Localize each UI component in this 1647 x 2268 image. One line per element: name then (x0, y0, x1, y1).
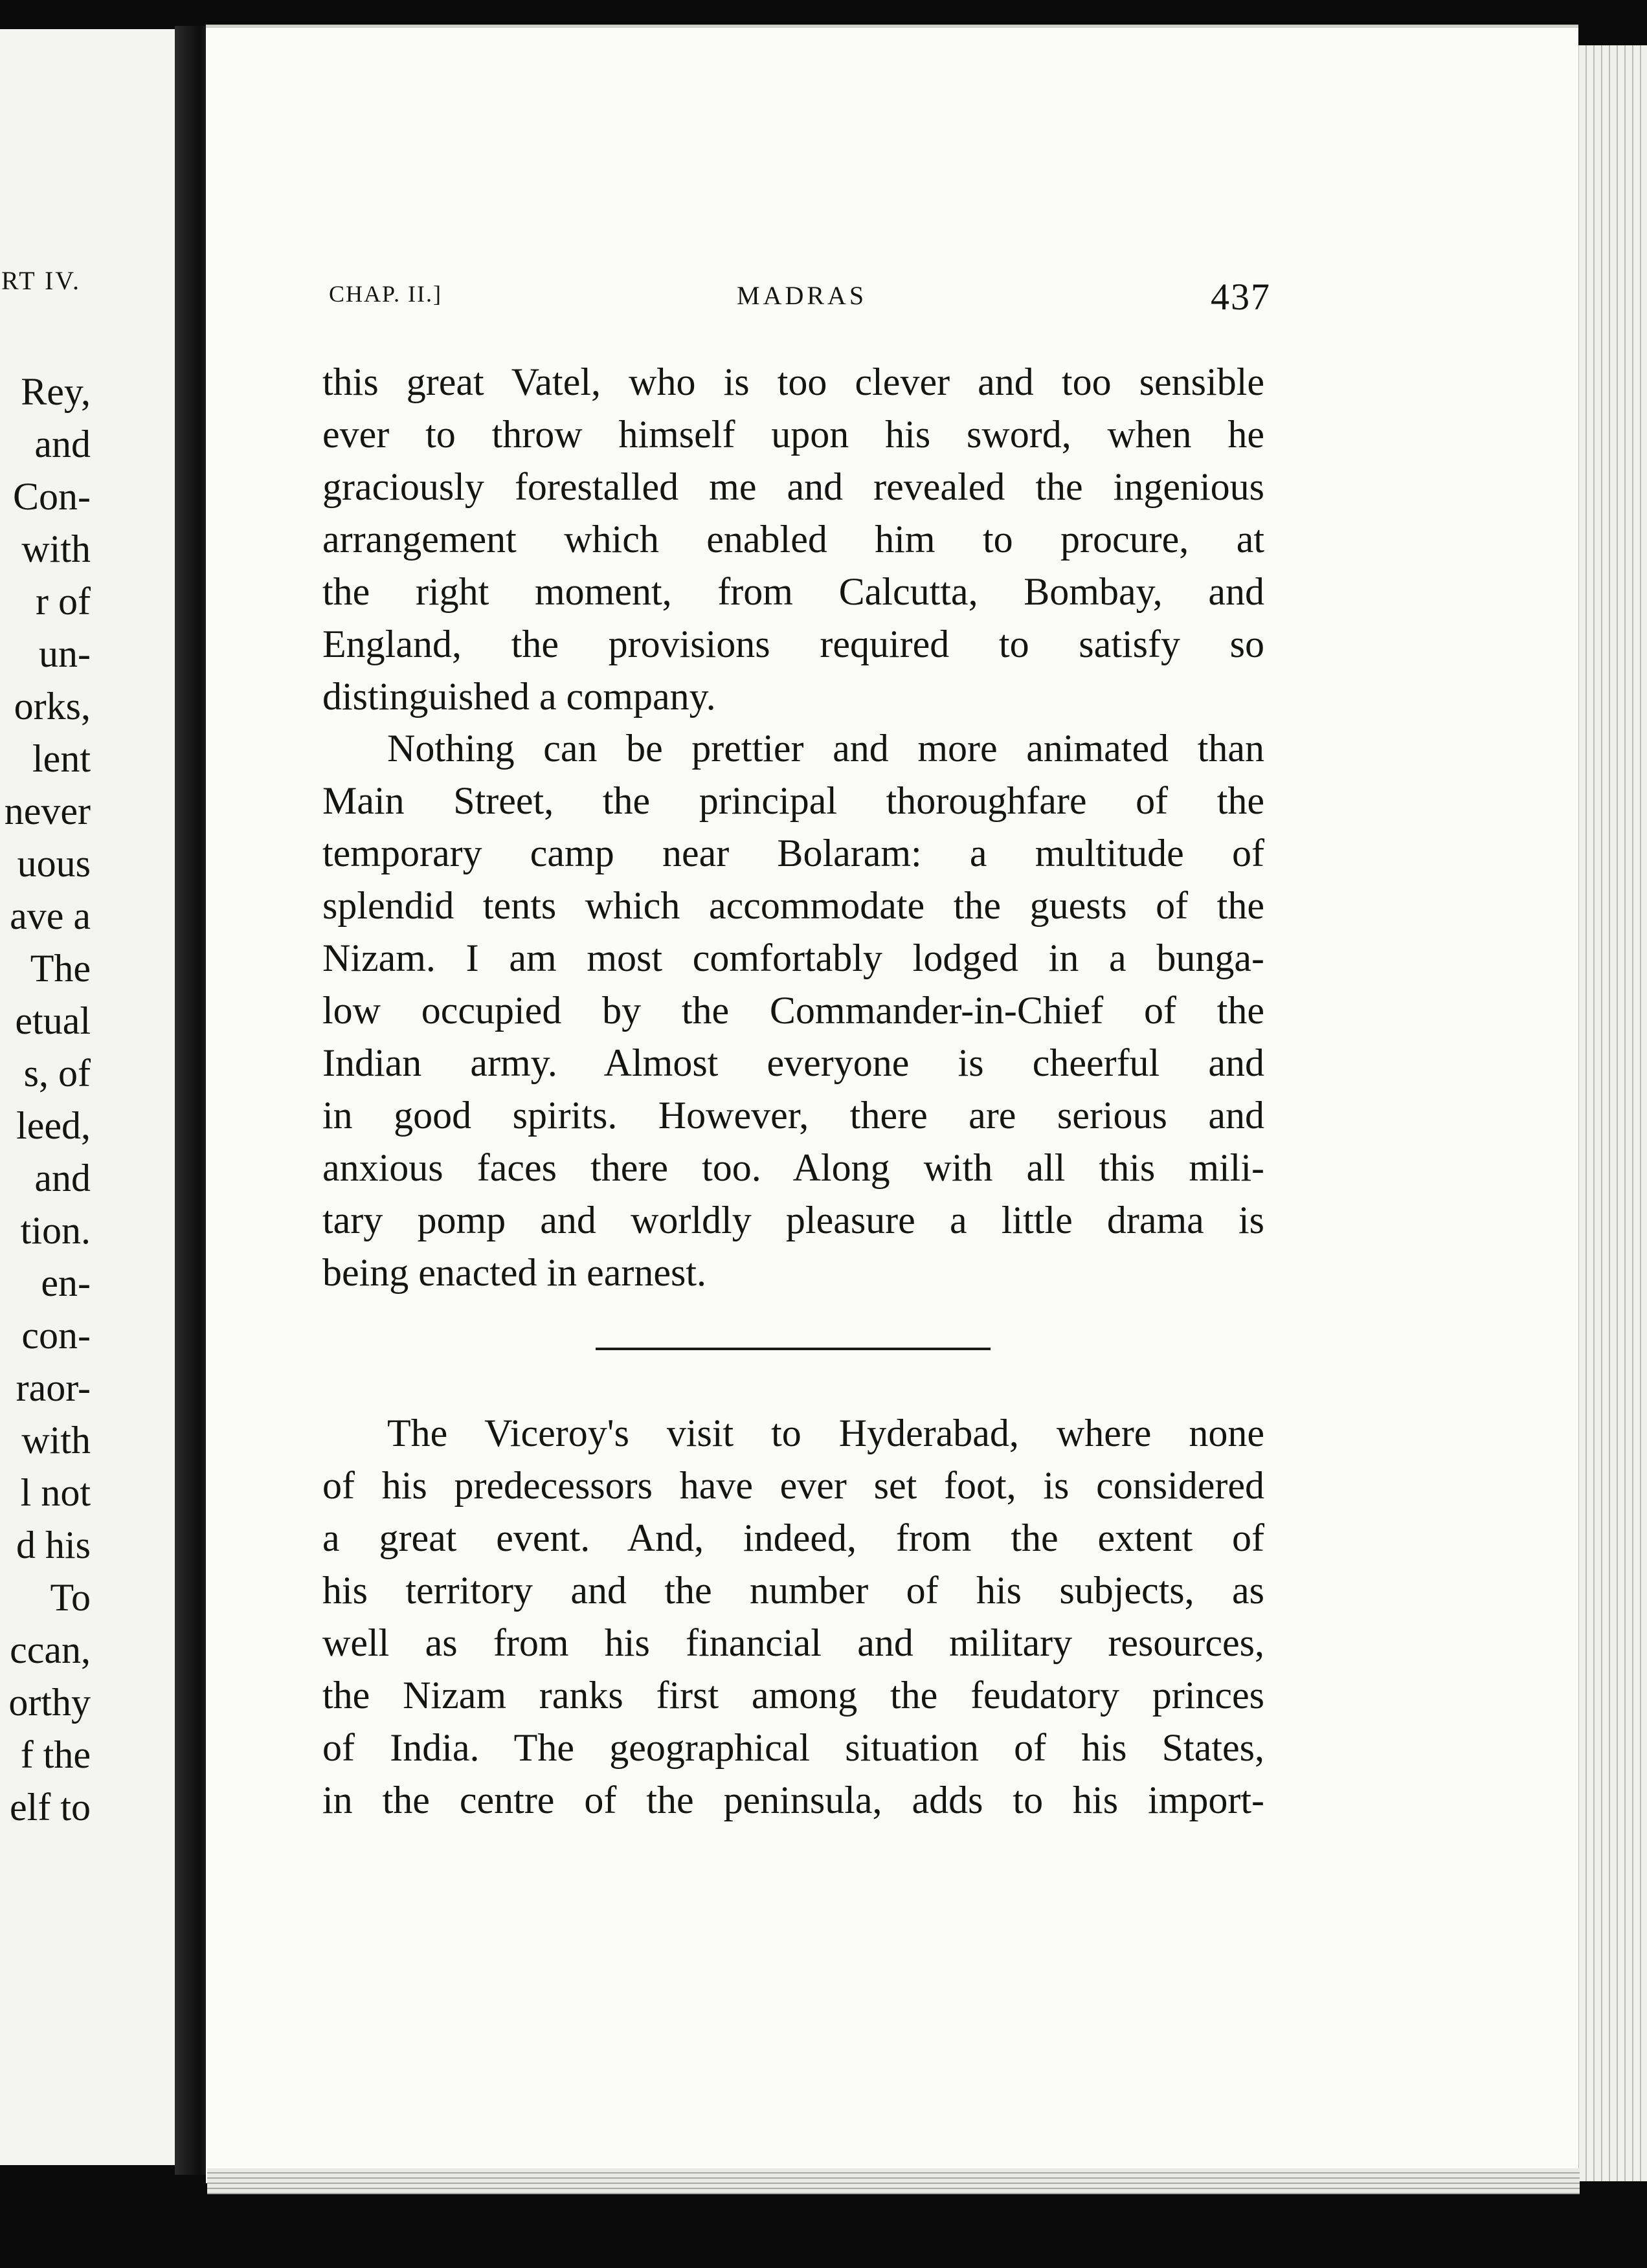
previous-page-line: tion. (20, 1209, 91, 1252)
text-line: his territory and the number of his subjects, as (322, 1569, 1264, 1612)
previous-page-line: with (21, 1419, 91, 1462)
text-line: a great event. And, indeed, from the extent of (322, 1517, 1264, 1559)
text-line: the Nizam ranks first among the feudatory princes (322, 1674, 1264, 1717)
paragraph-viceroy-visit (322, 1407, 1264, 1827)
text-line: this great Vatel, who is too clever and too sensible (322, 361, 1264, 403)
previous-page-line: and (34, 1157, 91, 1199)
page-bottom-edge (207, 2168, 1580, 2194)
previous-page-line: and (34, 423, 91, 465)
previous-page-line: orthy (8, 1681, 91, 1724)
text-line: graciously forestalled me and revealed the ingenious (322, 465, 1264, 508)
text-line: distinguished a company. (322, 675, 716, 718)
chapter-label: CHAP. II.] (329, 281, 443, 307)
section-divider (596, 1348, 991, 1350)
previous-page-line: Con- (13, 475, 91, 518)
previous-page-line: l not (20, 1471, 91, 1514)
text-line: temporary camp near Bolaram: a multitude of (322, 832, 1264, 874)
text-line: ever to throw himself upon his sword, when he (322, 413, 1264, 456)
previous-page-line: raor- (16, 1366, 91, 1409)
previous-page-lines (5, 366, 91, 1834)
text-line: Nothing can be prettier and more animated than (387, 727, 1264, 770)
previous-page-line: never (4, 790, 91, 832)
text-line: of India. The geographical situation of his States, (322, 1726, 1264, 1769)
previous-page-line: Rey, (21, 370, 91, 413)
previous-page-line: with (21, 528, 91, 570)
paragraph-vatel (322, 356, 1264, 723)
previous-page-line: etual (15, 999, 91, 1042)
previous-page-line: un- (39, 632, 91, 675)
page-number: 437 (1211, 276, 1271, 318)
text-line: being enacted in earnest. (322, 1251, 707, 1294)
text-line: Nizam. I am most comfortably lodged in a bunga- (322, 937, 1264, 979)
previous-page-line: d his (16, 1524, 91, 1566)
text-line: low occupied by the Commander-in-Chief of the (322, 989, 1264, 1032)
previous-page-line: leed, (16, 1104, 91, 1147)
text-line: in good spirits. However, there are serious and (322, 1094, 1264, 1137)
previous-page-line: uous (17, 842, 91, 885)
text-line: Main Street, the principal thoroughfare of the (322, 779, 1264, 822)
previous-page-line: The (30, 947, 91, 990)
text-line: arrangement which enabled him to procure, at (322, 518, 1264, 561)
previous-page-line: ave a (10, 895, 91, 937)
previous-page-line: con- (21, 1314, 91, 1357)
text-line: of his predecessors have ever set foot, is considered (322, 1464, 1264, 1507)
previous-page-line: r of (36, 580, 91, 623)
text-line: anxious faces there too. Along with all this mili- (322, 1146, 1264, 1189)
previous-page-line: lent (32, 737, 91, 780)
previous-page-line: ccan, (10, 1629, 91, 1671)
running-title: MADRAS (737, 281, 868, 310)
previous-page-line: en- (41, 1262, 91, 1304)
previous-page-line: s, of (23, 1052, 91, 1095)
text-line: the right moment, from Calcutta, Bombay, and (322, 570, 1264, 613)
previous-page-line: f the (20, 1733, 91, 1776)
text-line: splendid tents which accommodate the guests of the (322, 884, 1264, 927)
running-header (329, 275, 1271, 320)
previous-page (0, 29, 201, 2165)
previous-page-line: orks, (14, 685, 91, 728)
previous-page-running-head: RT IV. (1, 266, 82, 295)
text-line: Indian army. Almost everyone is cheerful and (322, 1041, 1264, 1084)
text-line: well as from his financial and military resources, (322, 1621, 1264, 1664)
text-line: tary pomp and worldly pleasure a little drama is (322, 1199, 1264, 1241)
text-line: in the centre of the peninsula, adds to his import- (322, 1779, 1264, 1821)
previous-page-line: elf to (10, 1786, 91, 1829)
text-line: The Viceroy's visit to Hyderabad, where none (387, 1412, 1264, 1454)
previous-page-line: To (50, 1576, 91, 1619)
paragraph-main-street (322, 722, 1264, 1299)
text-line: England, the provisions required to satisfy so (322, 623, 1264, 665)
